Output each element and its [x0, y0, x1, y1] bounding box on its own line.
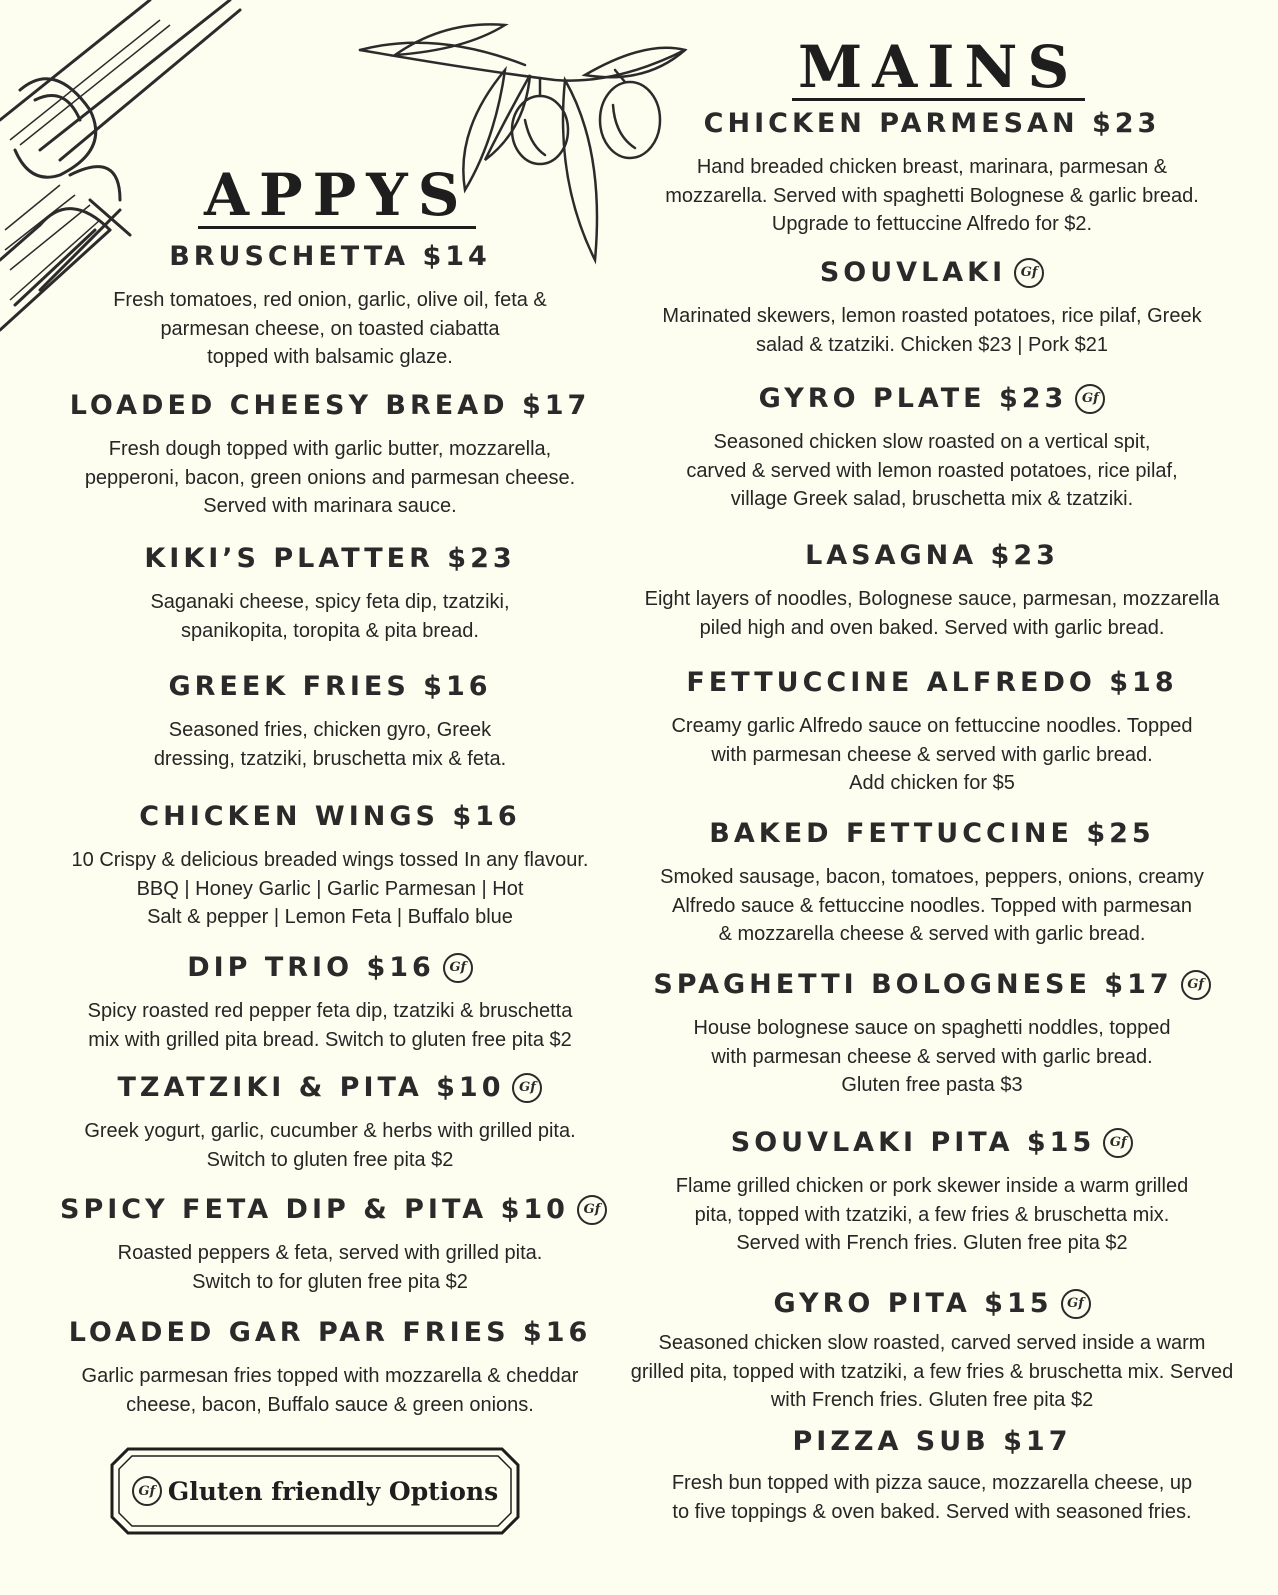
- menu-item: [612, 1426, 1252, 1526]
- menu-item: [60, 1072, 600, 1174]
- item-name: SPAGHETTI BOLOGNESE $17 Gf: [653, 969, 1210, 1000]
- item-description: Hand breaded chicken breast, marinara, parmesan & mozzarella. Served with spaghetti Bolognese & garlic bread. Upgrade to fettuccine Alfredo for $2.: [665, 156, 1199, 235]
- item-description: Marinated skewers, lemon roasted potatoes, rice pilaf, Greek salad & tzatziki. Chicken $23 | Pork $21: [662, 305, 1202, 356]
- menu-item: [612, 257, 1252, 359]
- item-description: Fresh dough topped with garlic butter, mozzarella, pepperoni, bacon, green onions and parmesan cheese. Served with marinara sauce.: [84, 438, 576, 517]
- item-name: SPICY FETA DIP & PITA $10 Gf: [60, 1194, 607, 1225]
- menu-item: [612, 108, 1252, 239]
- item-name: PIZZA SUB $17: [792, 1426, 1072, 1457]
- item-name: KIKI’S PLATTER $23: [144, 543, 516, 574]
- gluten-friendly-badge: [110, 1447, 520, 1535]
- item-name: GYRO PLATE $23 Gf: [759, 383, 1106, 414]
- item-description: House bolognese sauce on spaghetti noddles, topped with parmesan cheese & served with garlic bread. Gluten free pasta $3: [693, 1017, 1171, 1096]
- menu-item: [60, 952, 600, 1054]
- item-description: Seasoned chicken slow roasted on a vertical spit, carved & served with lemon roasted potatoes, rice pilaf, village Greek salad, bruschetta mix & tzatziki.: [686, 431, 1178, 510]
- item-description: Fresh bun topped with pizza sauce, mozzarella cheese, up to five toppings & oven baked. Served with seasoned fries.: [671, 1472, 1193, 1523]
- item-description: Seasoned fries, chicken gyro, Greek dressing, tzatziki, bruschetta mix & feta.: [153, 719, 507, 770]
- mains-title: MAINS: [792, 38, 1085, 101]
- item-name: BRUSCHETTA $14: [169, 241, 491, 272]
- gluten-free-icon: Gf: [1103, 1128, 1133, 1158]
- item-name: TZATZIKI & PITA $10 Gf: [118, 1072, 543, 1103]
- item-name: CHICKEN WINGS $16: [139, 801, 521, 832]
- item-name: CHICKEN PARMESAN $23: [703, 108, 1161, 139]
- menu-item: [60, 1317, 600, 1419]
- item-description: Roasted peppers & feta, served with grilled pita. Switch to for gluten free pita $2: [117, 1242, 543, 1293]
- gluten-free-icon: Gf: [1014, 258, 1044, 288]
- gluten-free-icon: Gf: [512, 1073, 542, 1103]
- item-description: 10 Crispy & delicious breaded wings tossed In any flavour. BBQ | Honey Garlic | Garlic Parmesan | Hot Salt & pepper | Lemon Feta | Buffalo blue: [71, 849, 589, 928]
- menu-item: [60, 1194, 600, 1296]
- item-name: DIP TRIO $16 Gf: [187, 952, 473, 983]
- item-description: Creamy garlic Alfredo sauce on fettuccine noodles. Topped with parmesan cheese & served with garlic bread. Add chicken for $5: [671, 715, 1193, 794]
- menu-item: [60, 543, 600, 645]
- gluten-free-icon: Gf: [443, 953, 473, 983]
- gluten-free-icon: Gf: [577, 1195, 607, 1225]
- menu-item: [612, 1127, 1252, 1258]
- gluten-free-icon: Gf: [1061, 1289, 1091, 1319]
- gluten-free-icon: Gf: [132, 1476, 162, 1506]
- item-name: BAKED FETTUCCINE $25: [709, 818, 1155, 849]
- item-name: GYRO PITA $15 Gf: [773, 1288, 1090, 1319]
- menu-item: [612, 540, 1252, 642]
- item-name: LASAGNA $23: [805, 540, 1059, 571]
- menu-item: [612, 667, 1252, 798]
- item-name: LOADED GAR PAR FRIES $16: [68, 1317, 592, 1348]
- item-description: Spicy roasted red pepper feta dip, tzatziki & bruschetta mix with grilled pita bread. Switch to gluten free pita $2: [87, 1000, 573, 1051]
- menu-item: [612, 383, 1252, 514]
- item-description: Garlic parmesan fries topped with mozzarella & cheddar cheese, bacon, Buffalo sauce & green onions.: [81, 1365, 579, 1416]
- item-name: SOUVLAKI Gf: [820, 257, 1044, 288]
- menu-item: [612, 1288, 1252, 1415]
- item-description: Saganaki cheese, spicy feta dip, tzatziki, spanikopita, toropita & pita bread.: [150, 591, 510, 642]
- menu-item: [60, 390, 600, 521]
- item-description: Greek yogurt, garlic, cucumber & herbs with grilled pita. Switch to gluten free pita $2: [84, 1120, 576, 1171]
- item-name: FETTUCCINE ALFREDO $18: [686, 667, 1178, 698]
- menu-item: [612, 969, 1252, 1100]
- item-description: Eight layers of noodles, Bolognese sauce, parmesan, mozzarella piled high and oven baked. Served with garlic bread.: [644, 588, 1220, 639]
- item-description: Flame grilled chicken or pork skewer inside a warm grilled pita, topped with tzatziki, a few fries & bruschetta mix. Served with French fries. Gluten free pita $2: [675, 1175, 1189, 1254]
- menu-item: [60, 801, 600, 932]
- item-description: Smoked sausage, bacon, tomatoes, peppers, onions, creamy Alfredo sauce & fettuccine noodles. Topped with parmesan & mozzarella cheese & served with garlic bread.: [660, 866, 1204, 945]
- item-description: Seasoned chicken slow roasted, carved served inside a warm grilled pita, topped with tzatziki, a few fries & bruschetta mix. Served with French fries. Gluten free pita $2: [630, 1332, 1234, 1411]
- appys-title: APPYS: [198, 166, 476, 229]
- item-description: Fresh tomatoes, red onion, garlic, olive oil, feta & parmesan cheese, on toasted ciabatta topped with balsamic glaze.: [113, 289, 547, 368]
- item-name: GREEK FRIES $16: [168, 671, 492, 702]
- menu-item: [60, 241, 600, 372]
- menu-item: [612, 818, 1252, 949]
- badge-label: Gluten friendly Options: [167, 1476, 499, 1506]
- gluten-free-icon: Gf: [1075, 384, 1105, 414]
- item-name: SOUVLAKI PITA $15 Gf: [731, 1127, 1134, 1158]
- item-name: LOADED CHEESY BREAD $17: [69, 390, 591, 421]
- gluten-free-icon: Gf: [1181, 970, 1211, 1000]
- menu-item: [60, 671, 600, 773]
